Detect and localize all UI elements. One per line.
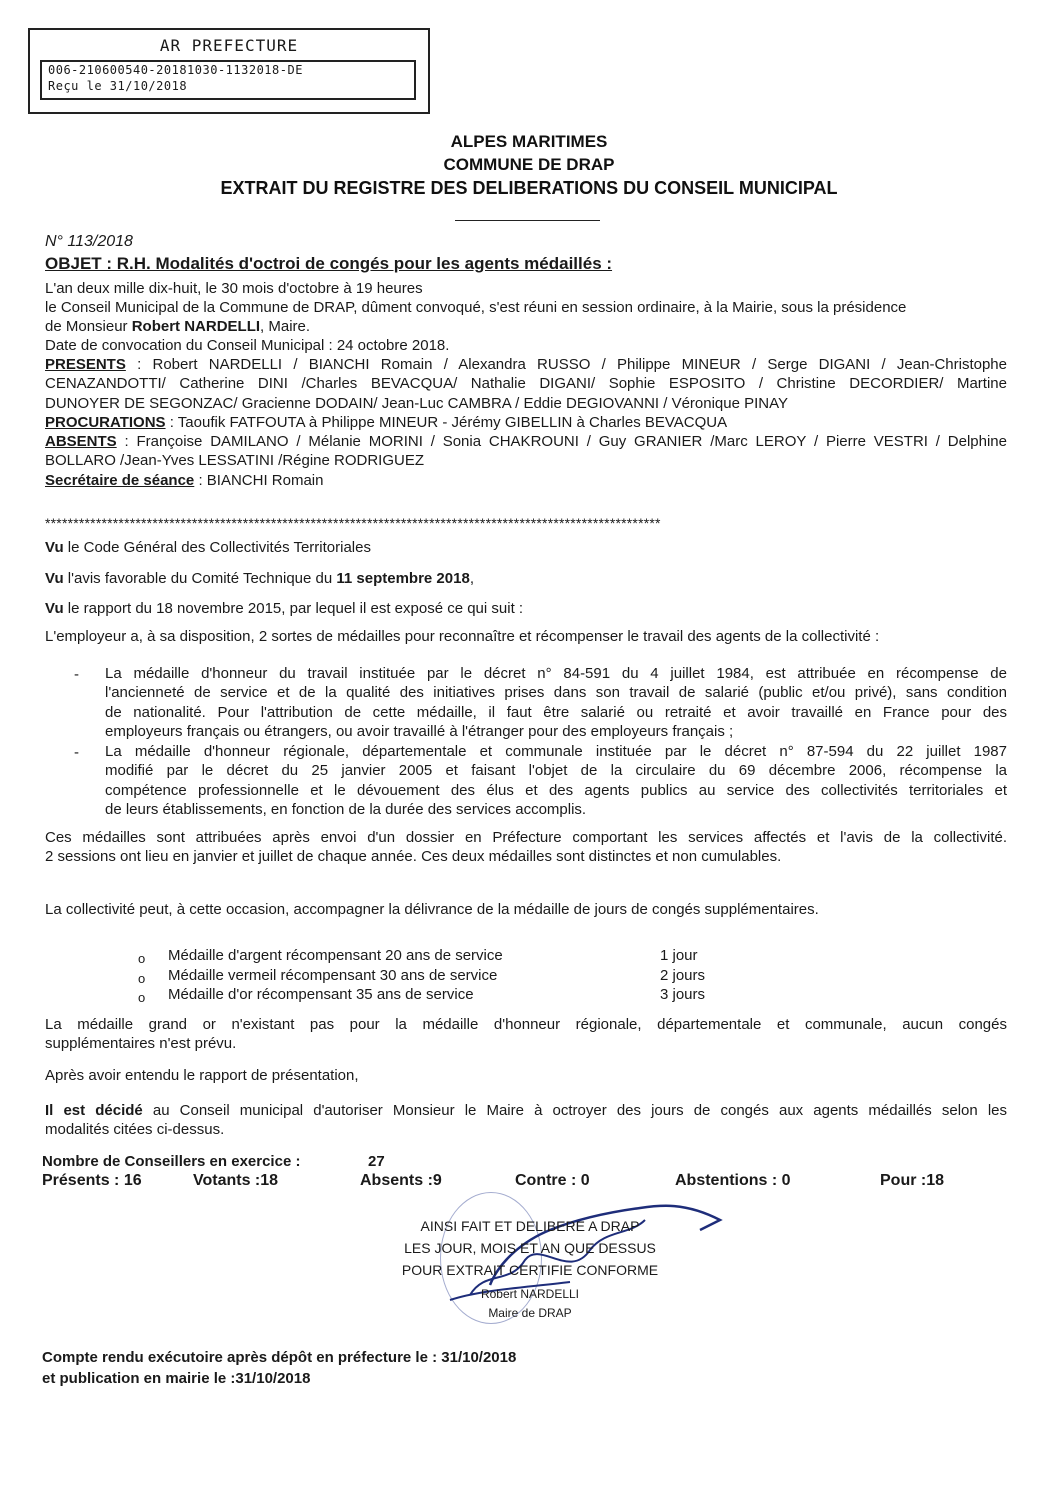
apres-line: Après avoir entendu le rapport de présentation, xyxy=(45,1067,359,1084)
stat-abstentions: Abstentions : 0 xyxy=(675,1172,791,1189)
medal-vermeil-label: Médaille vermeil récompensant 30 ans de service xyxy=(168,967,498,984)
stamp-title: AR PREFECTURE xyxy=(159,36,299,55)
signature-mayor-name: Robert NARDELLI xyxy=(480,1287,580,1301)
vu-code: Vu le Code Général des Collectivités Territoriales xyxy=(45,539,371,556)
signature-line-extrait: POUR EXTRAIT CERTIFIE CONFORME xyxy=(401,1262,659,1278)
page-title: EXTRAIT DU REGISTRE DES DELIBERATIONS DU CONSEIL MUNICIPAL xyxy=(220,178,838,198)
stamp-inner-box xyxy=(40,60,416,100)
header-divider xyxy=(455,220,600,221)
deliberation-subject: OBJET : R.H. Modalités d'octroi de congés pour les agents médaillés : xyxy=(45,254,613,273)
medal-argent-days: 1 jour xyxy=(660,947,698,964)
medal-or-label: Médaille d'or récompensant 35 ans de service xyxy=(168,986,474,1003)
intro-convocation-line: Date de convocation du Conseil Municipal : 24 octobre 2018. xyxy=(45,337,450,354)
signature-line-fait: AINSI FAIT ET DELIBERE A DRAP xyxy=(420,1218,640,1234)
medailles-paragraph: Ces médailles sont attribuées après envoi d'un dossier en Préfecture comportant les services affectés et l'avis de la collectivité. 2 sessions ont lieu en janvier et juillet de chaque année. Ces deux médailles sont distinctes et non cumulables. xyxy=(45,829,1007,866)
header-commune: COMMUNE DE DRAP xyxy=(443,155,615,174)
stat-absents: Absents :9 xyxy=(360,1172,442,1189)
asterisk-separator: ************************************************************************************************************* xyxy=(45,515,661,531)
conseillers-exercice-label: Nombre de Conseillers en exercice : xyxy=(42,1153,301,1170)
medal-argent-label: Médaille d'argent récompensant 20 ans de service xyxy=(168,947,503,964)
bullet-medaille-travail: La médaille d'honneur du travail instituée par le décret n° 84-591 du 4 juillet 1984, est attribuée en récompense de l'ancienneté de service et de la qualité des initiatives prises dans son travail de salarié (public et/ou privé), sans condition de nationalité. Pour l'attribution de cette médaille, il faut être salarié ou retraité et avoir travaillé en France pour des employeurs français ou étrangers, ou avoir travaillé à l'étranger pour des employeurs français ; xyxy=(105,665,1007,741)
stat-presents: Présents : 16 xyxy=(42,1172,142,1189)
footer-executoire: Compte rendu exécutoire après dépôt en préfecture le : 31/10/2018 xyxy=(42,1349,517,1366)
absents-block: ABSENTS : Françoise DAMILANO / Mélanie MORINI / Sonia CHAKROUNI / Guy GRANIER /Marc LEROY / Pierre VESTRI / Delphine BOLLARO /Jean-Yves LESSATINI /Régine RODRIGUEZ xyxy=(45,433,1007,470)
intro-president-line: de Monsieur Robert NARDELLI, Maire. xyxy=(45,318,311,335)
stamp-reference: 006-210600540-20181030-1132018-DE xyxy=(48,63,303,77)
conseillers-exercice-value: 27 xyxy=(368,1153,385,1170)
signature-mayor-title: Maire de DRAP xyxy=(488,1306,572,1320)
stat-votants: Votants :18 xyxy=(193,1172,279,1189)
bullet-dash: - xyxy=(74,744,79,761)
intro-council-line: le Conseil Municipal de la Commune de DRAP, dûment convoqué, s'est réuni en session ordinaire, à la Mairie, sous la présidence xyxy=(45,299,907,316)
procurations-line: PROCURATIONS : Taoufik FATFOUTA à Philippe MINEUR - Jérémy GIBELLIN à Charles BEVACQUA xyxy=(45,414,728,431)
vu-avis: Vu l'avis favorable du Comité Technique du 11 septembre 2018, xyxy=(45,570,474,587)
signature-line-jour: LES JOUR, MOIS ET AN QUE DESSUS xyxy=(404,1240,656,1256)
employeur-line: L'employeur a, à sa disposition, 2 sortes de médailles pour reconnaître et récompenser le travail des agents de la collectivité : xyxy=(45,628,880,645)
stat-pour: Pour :18 xyxy=(880,1172,945,1189)
deliberation-number: N° 113/2018 xyxy=(45,233,133,250)
medal-bullet: o xyxy=(138,951,146,966)
secretaire-line: Secrétaire de séance : BIANCHI Romain xyxy=(45,472,324,489)
footer-publication: et publication en mairie le :31/10/2018 xyxy=(42,1370,311,1387)
intro-date-line: L'an deux mille dix-huit, le 30 mois d'octobre à 19 heures xyxy=(45,280,423,297)
medal-bullet: o xyxy=(138,971,146,986)
collectivite-line: La collectivité peut, à cette occasion, accompagner la délivrance de la médaille de jours de congés supplémentaires. xyxy=(45,901,819,918)
stamp-received-date: Reçu le 31/10/2018 xyxy=(48,79,188,93)
header-department: ALPES MARITIMES xyxy=(450,132,608,151)
stat-contre: Contre : 0 xyxy=(515,1172,590,1189)
decision-paragraph: Il est décidé au Conseil municipal d'autoriser Monsieur le Maire à octroyer des jours de congés aux agents médaillés selon les modalités citées ci-dessus. xyxy=(45,1102,1008,1139)
bullet-dash: - xyxy=(74,666,79,683)
prefecture-stamp xyxy=(28,28,430,114)
bullet-medaille-regionale: La médaille d'honneur régionale, départementale et communale instituée par le décret n° 87-594 du 22 juillet 1987 modifié par le décret du 25 janvier 2005 et faisant l'objet de la circulaire du 69 décembre 2006, récompense la compétence professionnelle et le dévouement des élus et des agents publics au service des collectivités territoriales et de leurs établissements, en fonction de la durée des services accomplis. xyxy=(105,743,1007,819)
medal-bullet: o xyxy=(138,990,146,1005)
medal-or-days: 3 jours xyxy=(660,986,706,1003)
grand-or-paragraph: La médaille grand or n'existant pas pour la médaille d'honneur régionale, départementale et communale, aucun congés supplémentaires n'est prévu. xyxy=(45,1016,1007,1053)
medal-vermeil-days: 2 jours xyxy=(660,967,706,984)
presents-block: PRESENTS : Robert NARDELLI / BIANCHI Romain / Alexandra RUSSO / Philippe MINEUR / Serge DIGANI / Jean-Christophe CENAZANDOTTI/ Catherine DINI /Charles BEVACQUA/ Nathalie DIGANI/ Sophie ESPOSITO / Christine DECORDIER/ Martine DUNOYER DE SEGONZAC/ Gracienne DODAIN/ Jean-Luc CAMBRA / Eddie DEGIOVANNI / Véronique PINAY xyxy=(45,356,1007,412)
vu-rapport: Vu le rapport du 18 novembre 2015, par lequel il est exposé ce qui suit : xyxy=(45,600,524,617)
